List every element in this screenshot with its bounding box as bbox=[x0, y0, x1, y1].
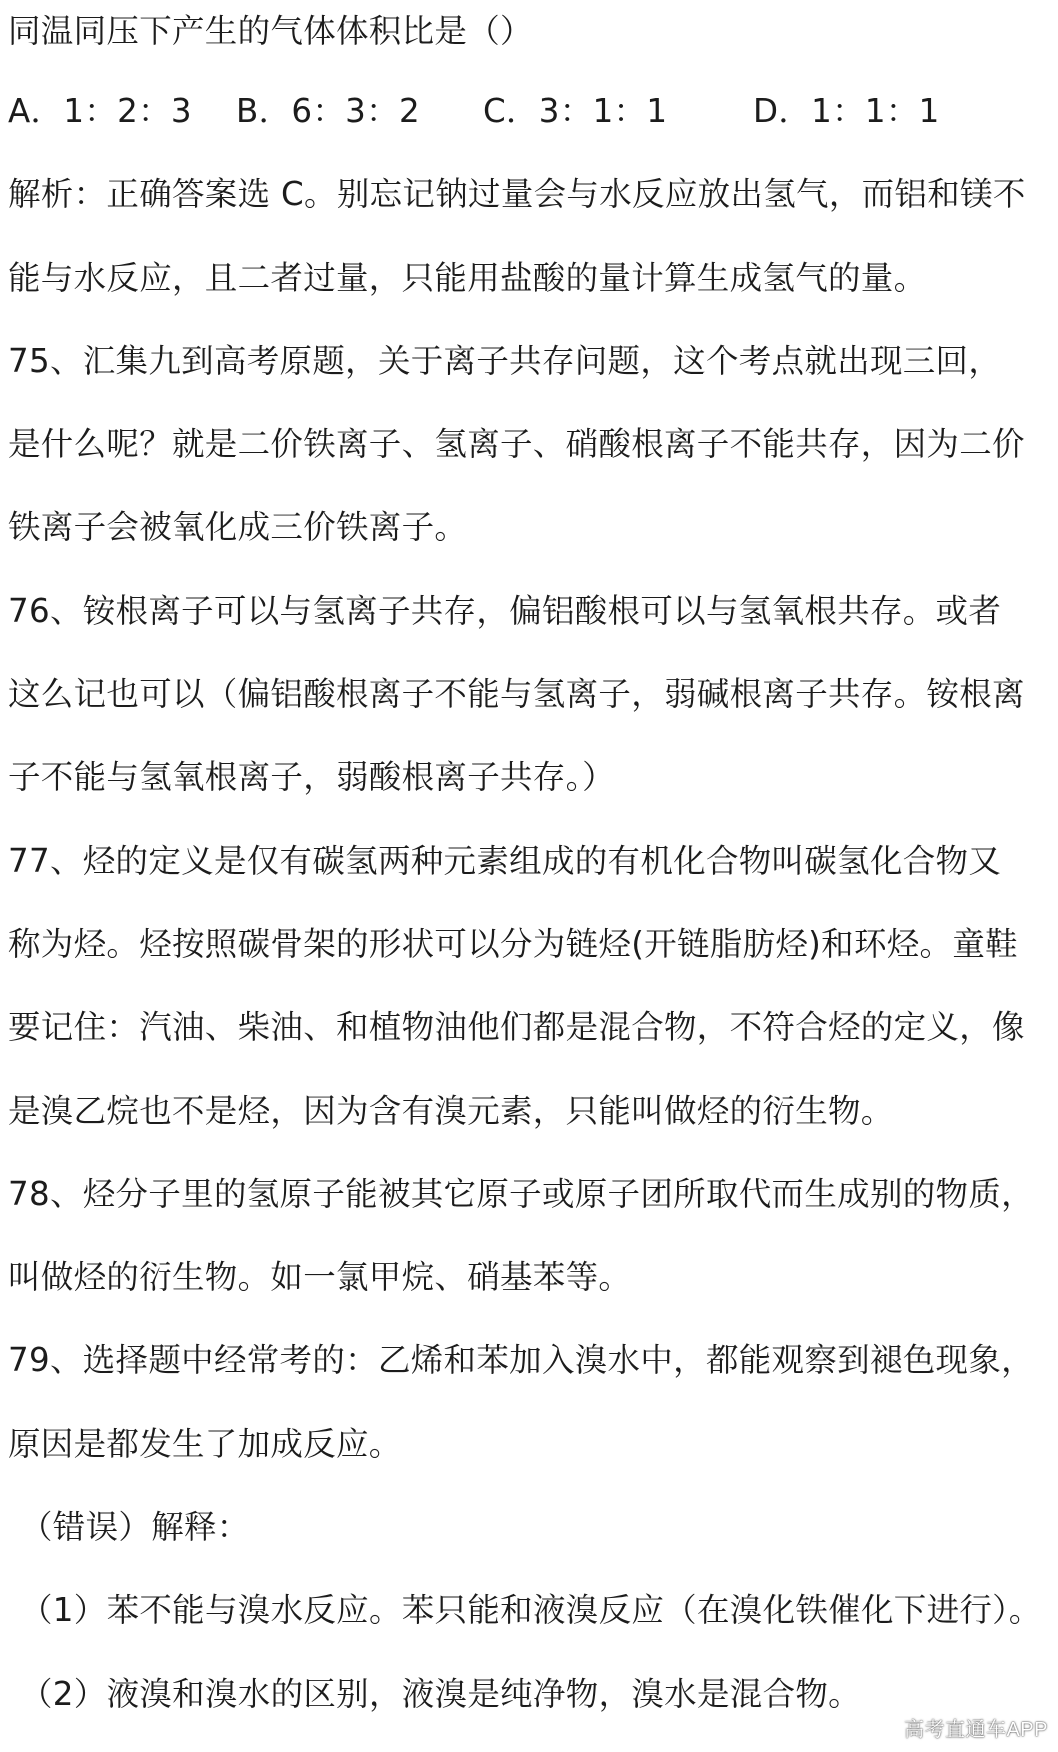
item-line: 75、汇集九到高考原题，关于离子共存问题，这个考点就出现三回， bbox=[8, 341, 1002, 380]
explanation-point: （2）液溴和溴水的区别，液溴是纯净物，溴水是混合物。 bbox=[20, 1674, 861, 1713]
item-line: 这么记也可以（偏铝酸根离子不能与氢离子，弱碱根离子共存。铵根离 bbox=[8, 675, 1025, 714]
item-line: 子不能与氢氧根离子，弱酸根离子共存。） bbox=[8, 758, 615, 797]
explanation-point: （1）苯不能与溴水反应。苯只能和液溴反应（在溴化铁催化下进行）。 bbox=[20, 1591, 1042, 1630]
explanation-heading: （错误）解释： bbox=[20, 1508, 250, 1547]
option-d: D．1：1：1 bbox=[753, 92, 940, 130]
item-line: 是溴乙烷也不是烃，因为含有溴元素，只能叫做烃的衍生物。 bbox=[8, 1091, 894, 1130]
item-77 bbox=[8, 830, 1048, 1163]
item-79 bbox=[8, 1329, 1048, 1496]
item-75 bbox=[8, 330, 1048, 580]
item-line: 76、铵根离子可以与氢离子共存，偏铝酸根可以与氢氧根共存。或者 bbox=[8, 591, 1002, 630]
item-line: 是什么呢？就是二价铁离子、氢离子、硝酸根离子不能共存，因为二价 bbox=[8, 425, 1025, 464]
option-c: C．3：1：1 bbox=[483, 92, 668, 130]
analysis-paragraph bbox=[8, 163, 1048, 330]
option-a: A．1：2：3 bbox=[8, 92, 192, 130]
item-76 bbox=[8, 580, 1048, 830]
item-line: 称为烃。烃按照碳骨架的形状可以分为链烃(开链脂肪烃)和环烃。童鞋 bbox=[8, 924, 1018, 963]
option-b: B．6：3：2 bbox=[236, 92, 420, 130]
watermark-text: 高考直通车APP bbox=[903, 1719, 1048, 1741]
document-body bbox=[8, 0, 1048, 1746]
item-line: 叫做烃的衍生物。如一氯甲烷、硝基苯等。 bbox=[8, 1258, 632, 1297]
analysis-line: 解析：正确答案选 C。别忘记钠过量会与水反应放出氢气，而铝和镁不 bbox=[8, 175, 1026, 214]
item-line: 要记住：汽油、柴油、和植物油他们都是混合物，不符合烃的定义，像 bbox=[8, 1008, 1025, 1047]
item-line: 78、烃分子里的氢原子能被其它原子或原子团所取代而生成别的物质， bbox=[8, 1174, 1034, 1213]
item-line: 原因是都发生了加成反应。 bbox=[8, 1424, 402, 1463]
item-line: 铁离子会被氧化成三价铁离子。 bbox=[8, 508, 468, 547]
answer-options bbox=[8, 80, 1048, 163]
item-78 bbox=[8, 1163, 1048, 1330]
error-explanation bbox=[8, 1496, 1048, 1746]
item-line: 77、烃的定义是仅有碳氢两种元素组成的有机化合物叫碳氢化合物又 bbox=[8, 841, 1002, 880]
analysis-line: 能与水反应，且二者过量，只能用盐酸的量计算生成氢气的量。 bbox=[8, 258, 927, 297]
item-line: 79、选择题中经常考的：乙烯和苯加入溴水中，都能观察到褪色现象， bbox=[8, 1341, 1034, 1380]
question-stem: 同温同压下产生的气体体积比是（） bbox=[8, 12, 533, 50]
